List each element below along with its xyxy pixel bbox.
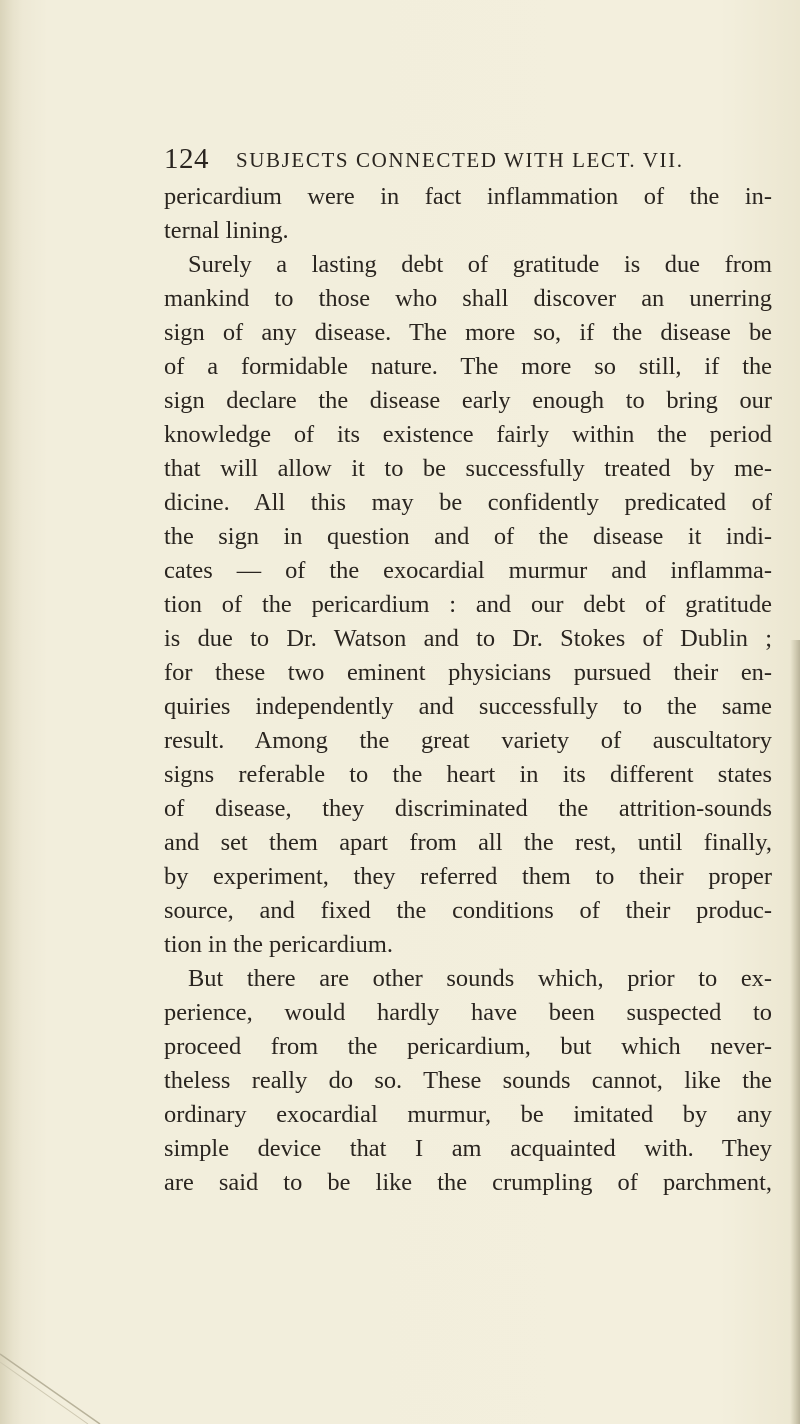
text-line: of a formidable nature. The more so still, if the (164, 353, 772, 380)
running-head: SUBJECTS CONNECTED WITH LECT. VII. (236, 148, 684, 172)
text-line: Surely a lasting debt of gratitude is due from (188, 251, 772, 278)
text-line: cates — of the exocardial murmur and inflamma- (164, 557, 772, 584)
page-header (164, 143, 764, 179)
text-line: pericardium were in fact inflammation of the in- (164, 183, 772, 210)
text-line: mankind to those who shall discover an unerring (164, 285, 772, 312)
text-line: proceed from the pericardium, but which never- (164, 1033, 772, 1060)
text-line: source, and fixed the conditions of their produc- (164, 897, 772, 924)
text-line: is due to Dr. Watson and to Dr. Stokes of Dublin ; (164, 625, 772, 652)
page-gutter-shadow (0, 0, 22, 1424)
text-line: perience, would hardly have been suspected to (164, 999, 772, 1026)
text-line: But there are other sounds which, prior to ex- (188, 965, 772, 992)
body-text (164, 180, 772, 1200)
text-line: of disease, they discriminated the attrition-sounds (164, 795, 772, 822)
text-line: by experiment, they referred them to their proper (164, 863, 772, 890)
text-line: sign declare the disease early enough to bring our (164, 387, 772, 414)
text-line: that will allow it to be successfully treated by me- (164, 455, 772, 482)
text-line: for these two eminent physicians pursued their en- (164, 659, 772, 686)
text-line: knowledge of its existence fairly within the period (164, 421, 772, 448)
text-line: dicine. All this may be confidently predicated of (164, 489, 772, 516)
text-line: tion in the pericardium. (164, 931, 393, 958)
text-line: theless really do so. These sounds cannot, like the (164, 1067, 772, 1094)
text-line: and set them apart from all the rest, until finally, (164, 829, 772, 856)
text-line: are said to be like the crumpling of parchment, (164, 1169, 772, 1196)
text-line: tion of the pericardium : and our debt of gratitude (164, 591, 772, 618)
text-line: the sign in question and of the disease it indi- (164, 523, 772, 550)
text-line: ordinary exocardial murmur, be imitated by any (164, 1101, 772, 1128)
page-number: 124 (164, 143, 209, 175)
text-line: sign of any disease. The more so, if the disease be (164, 319, 772, 346)
text-line: ternal lining. (164, 217, 289, 244)
page-edge-shadow (790, 640, 800, 1424)
text-line: quiries independently and successfully to the same (164, 693, 772, 720)
text-line: signs referable to the heart in its different states (164, 761, 772, 788)
page-corner-crease (0, 1344, 140, 1424)
text-line: result. Among the great variety of auscultatory (164, 727, 772, 754)
text-line: simple device that I am acquainted with. They (164, 1135, 772, 1162)
